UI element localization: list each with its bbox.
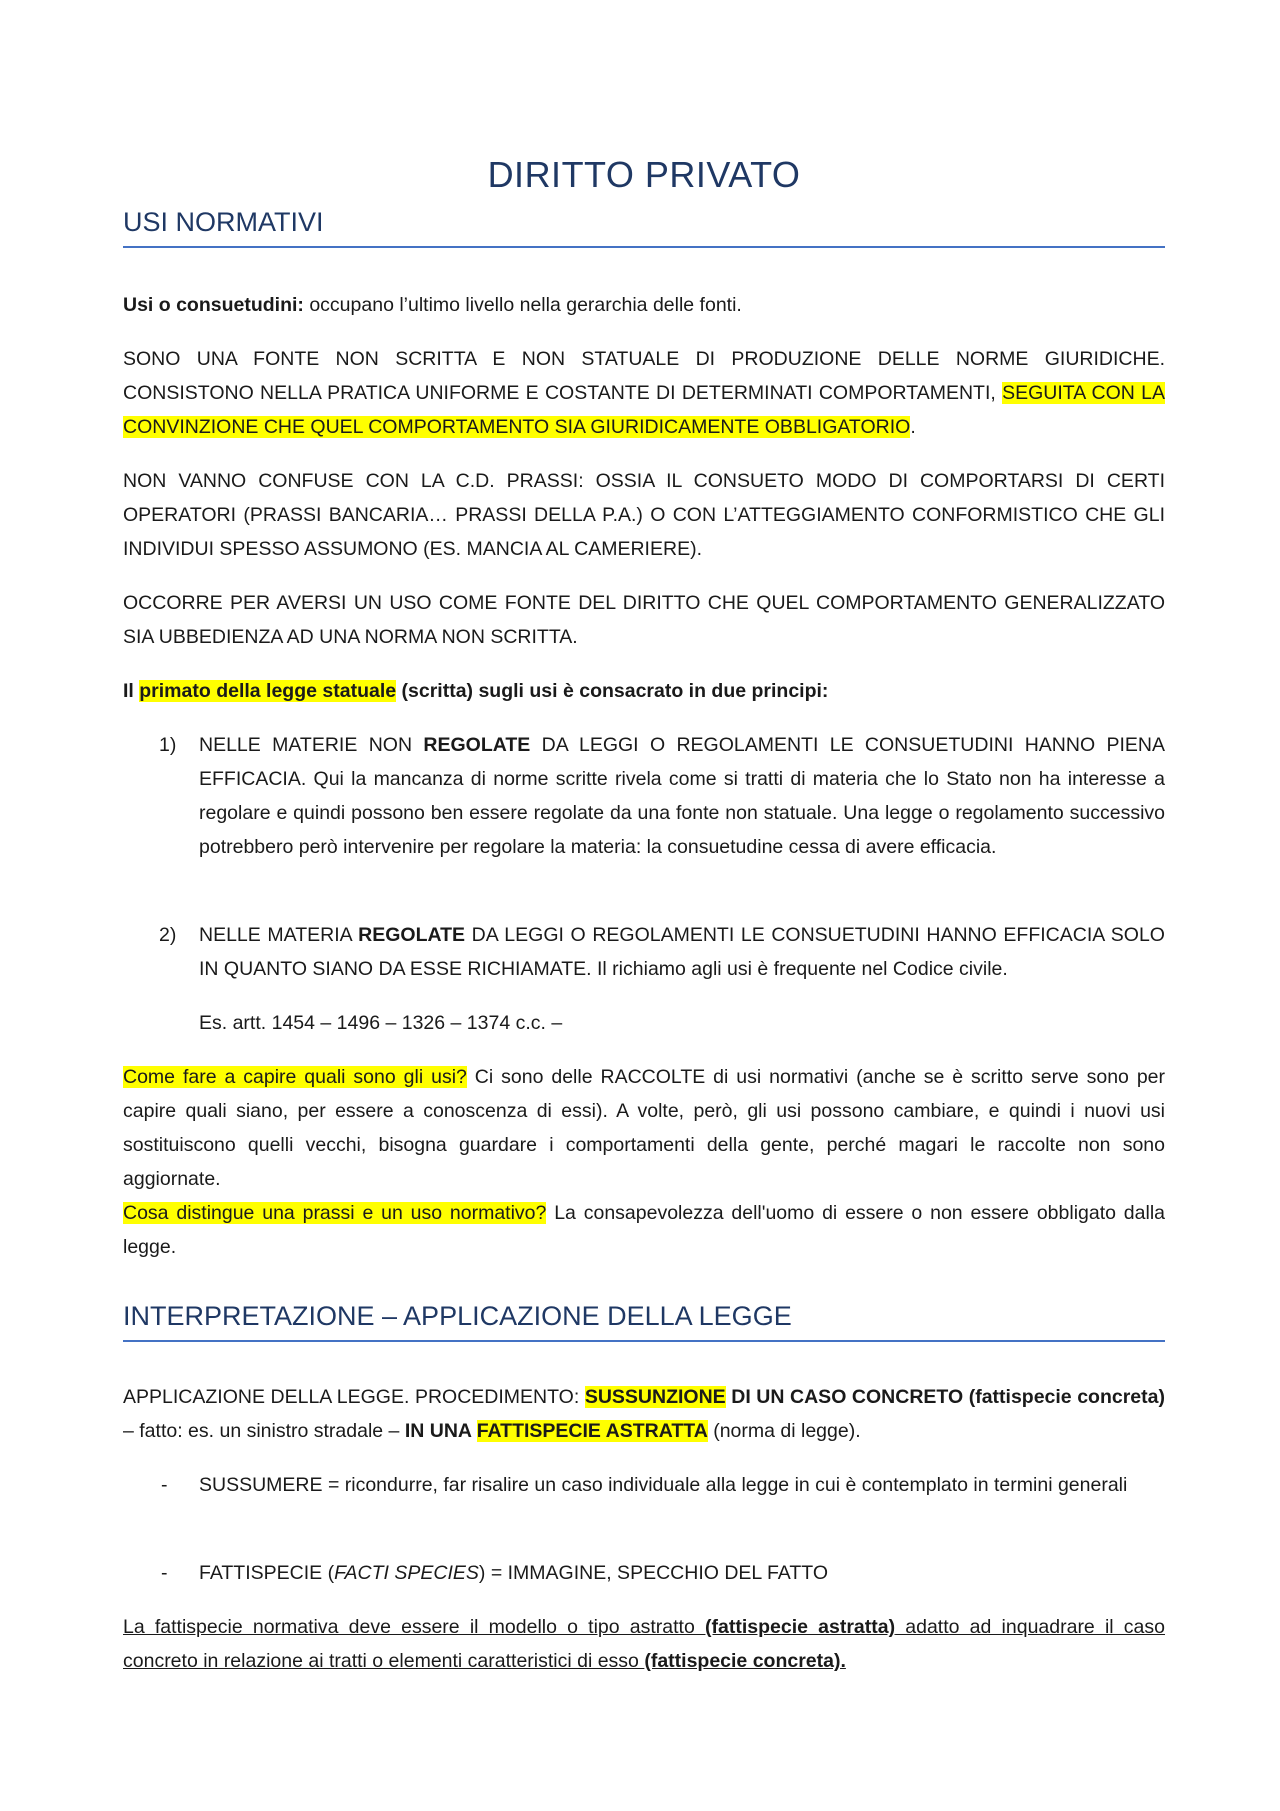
bullet-mark-2: - bbox=[161, 1562, 168, 1584]
bullet-mark-1: - bbox=[161, 1474, 168, 1496]
paragraph-fonte-diritto: OCCORRE PER AVERSI UN USO COME FONTE DEL DIRITTO CHE QUEL COMPORTAMENTO GENERALIZZATO SIA UBBEDIENZA AD UNA NORMA NON SCRITTA. bbox=[123, 592, 1165, 648]
section-heading-usi-normativi: USI NORMATIVI bbox=[123, 207, 1165, 248]
paragraph-raccolte: Come fare a capire quali sono gli usi? Ci sono delle RACCOLTE di usi normativi (anche se è scritto serve sono per capire quali siano, per essere a conoscenza di essi). A volte, però, gli usi possono cambiare, e quindi i nuovi usi sostituiscono quelli vecchi, bisogna guardare i comportamenti della gente, perché magari le raccolte non sono aggiornate. bbox=[123, 1066, 1165, 1190]
document-title: DIRITTO PRIVATO bbox=[487, 154, 801, 195]
highlighted-text: SEGUITA CON LA CONVINZIONE CHE QUEL COMPORTAMENTO SIA GIURIDICAMENTE OBBLIGATORIO bbox=[123, 382, 1165, 438]
paragraph-primato: Il primato della legge statuale (scritta) sugli usi è consacrato in due principi: bbox=[123, 680, 829, 702]
list-number-1: 1) bbox=[159, 734, 177, 756]
list-item-2-example: Es. artt. 1454 – 1496 – 1326 – 1374 c.c. – bbox=[199, 1012, 563, 1034]
paragraph-prassi: NON VANNO CONFUSE CON LA C.D. PRASSI: OSSIA IL CONSUETO MODO DI COMPORTARSI DI CERTI OPERATORI (PRASSI BANCARIA… PRASSI DELLA P.A.) O CON L’ATTEGGIAMENTO CONFORMISTICO CHE GLI INDIVIDUI SPESSO ASSUMONO (ES. MANCIA AL CAMERIERE). bbox=[123, 470, 1165, 560]
bullet-item-sussumere: SUSSUMERE = ricondurre, far risalire un caso individuale alla legge in cui è contemplato in termini generali bbox=[199, 1474, 1128, 1496]
bullet-item-fattispecie: FATTISPECIE (FACTI SPECIES) = IMMAGINE, SPECCHIO DEL FATTO bbox=[199, 1562, 828, 1584]
highlighted-text: SUSSUNZIONE bbox=[584, 1386, 726, 1408]
paragraph-prassi-vs-uso: Cosa distingue una prassi e un uso normativo? La consapevolezza dell'uomo di essere o non essere obbligato dalla legge. bbox=[123, 1202, 1166, 1258]
section-heading-interpretazione: INTERPRETAZIONE – APPLICAZIONE DELLA LEGGE bbox=[123, 1301, 1165, 1342]
list-item-1: NELLE MATERIE NON REGOLATE DA LEGGI O REGOLAMENTI LE CONSUETUDINI HANNO PIENA EFFICACIA. Qui la mancanza di norme scritte rivela come si tratti di materia che lo Stato non ha interesse a regolare e quindi possono ben essere regolate da una fonte non statuale. Una legge o regolamento successivo potrebbero però intervenire per regolare la materia: la consuetudine cessa di avere efficacia. bbox=[199, 734, 1165, 858]
highlighted-text: primato della legge statuale bbox=[139, 680, 397, 702]
paragraph-usi-definition: Usi o consuetudini: occupano l’ultimo livello nella gerarchia delle fonti. bbox=[123, 294, 742, 316]
highlighted-question: Come fare a capire quali sono gli usi? bbox=[123, 1066, 467, 1088]
paragraph-fattispecie-normativa: La fattispecie normativa deve essere il modello o tipo astratto (fattispecie astratta) adatto ad inquadrare il caso concreto in relazione ai tratti o elementi caratteristici di esso (fattispecie concreta). bbox=[123, 1616, 1165, 1672]
list-item-2: NELLE MATERIA REGOLATE DA LEGGI O REGOLAMENTI LE CONSUETUDINI HANNO EFFICACIA SOLO IN QUANTO SIANO DA ESSE RICHIAMATE. Il richiamo agli usi è frequente nel Codice civile. bbox=[199, 924, 1165, 980]
highlighted-question: Cosa distingue una prassi e un uso normativo? bbox=[123, 1202, 547, 1224]
highlighted-text: FATTISPECIE ASTRATTA bbox=[476, 1420, 708, 1442]
list-number-2: 2) bbox=[159, 924, 177, 946]
paragraph-usi-fonte: SONO UNA FONTE NON SCRITTA E NON STATUALE DI PRODUZIONE DELLE NORME GIURIDICHE. CONSISTONO NELLA PRATICA UNIFORME E COSTANTE DI DETERMINATI COMPORTAMENTI, SEGUITA CON LA CONVINZIONE CHE QUEL COMPORTAMENTO SIA GIURIDICAMENTE OBBLIGATORIO. bbox=[123, 348, 1165, 438]
paragraph-applicazione: APPLICAZIONE DELLA LEGGE. PROCEDIMENTO: SUSSUNZIONE DI UN CASO CONCRETO (fattispecie concreta) – fatto: es. un sinistro stradale – IN UNA FATTISPECIE ASTRATTA (norma di legge). bbox=[123, 1386, 1165, 1442]
